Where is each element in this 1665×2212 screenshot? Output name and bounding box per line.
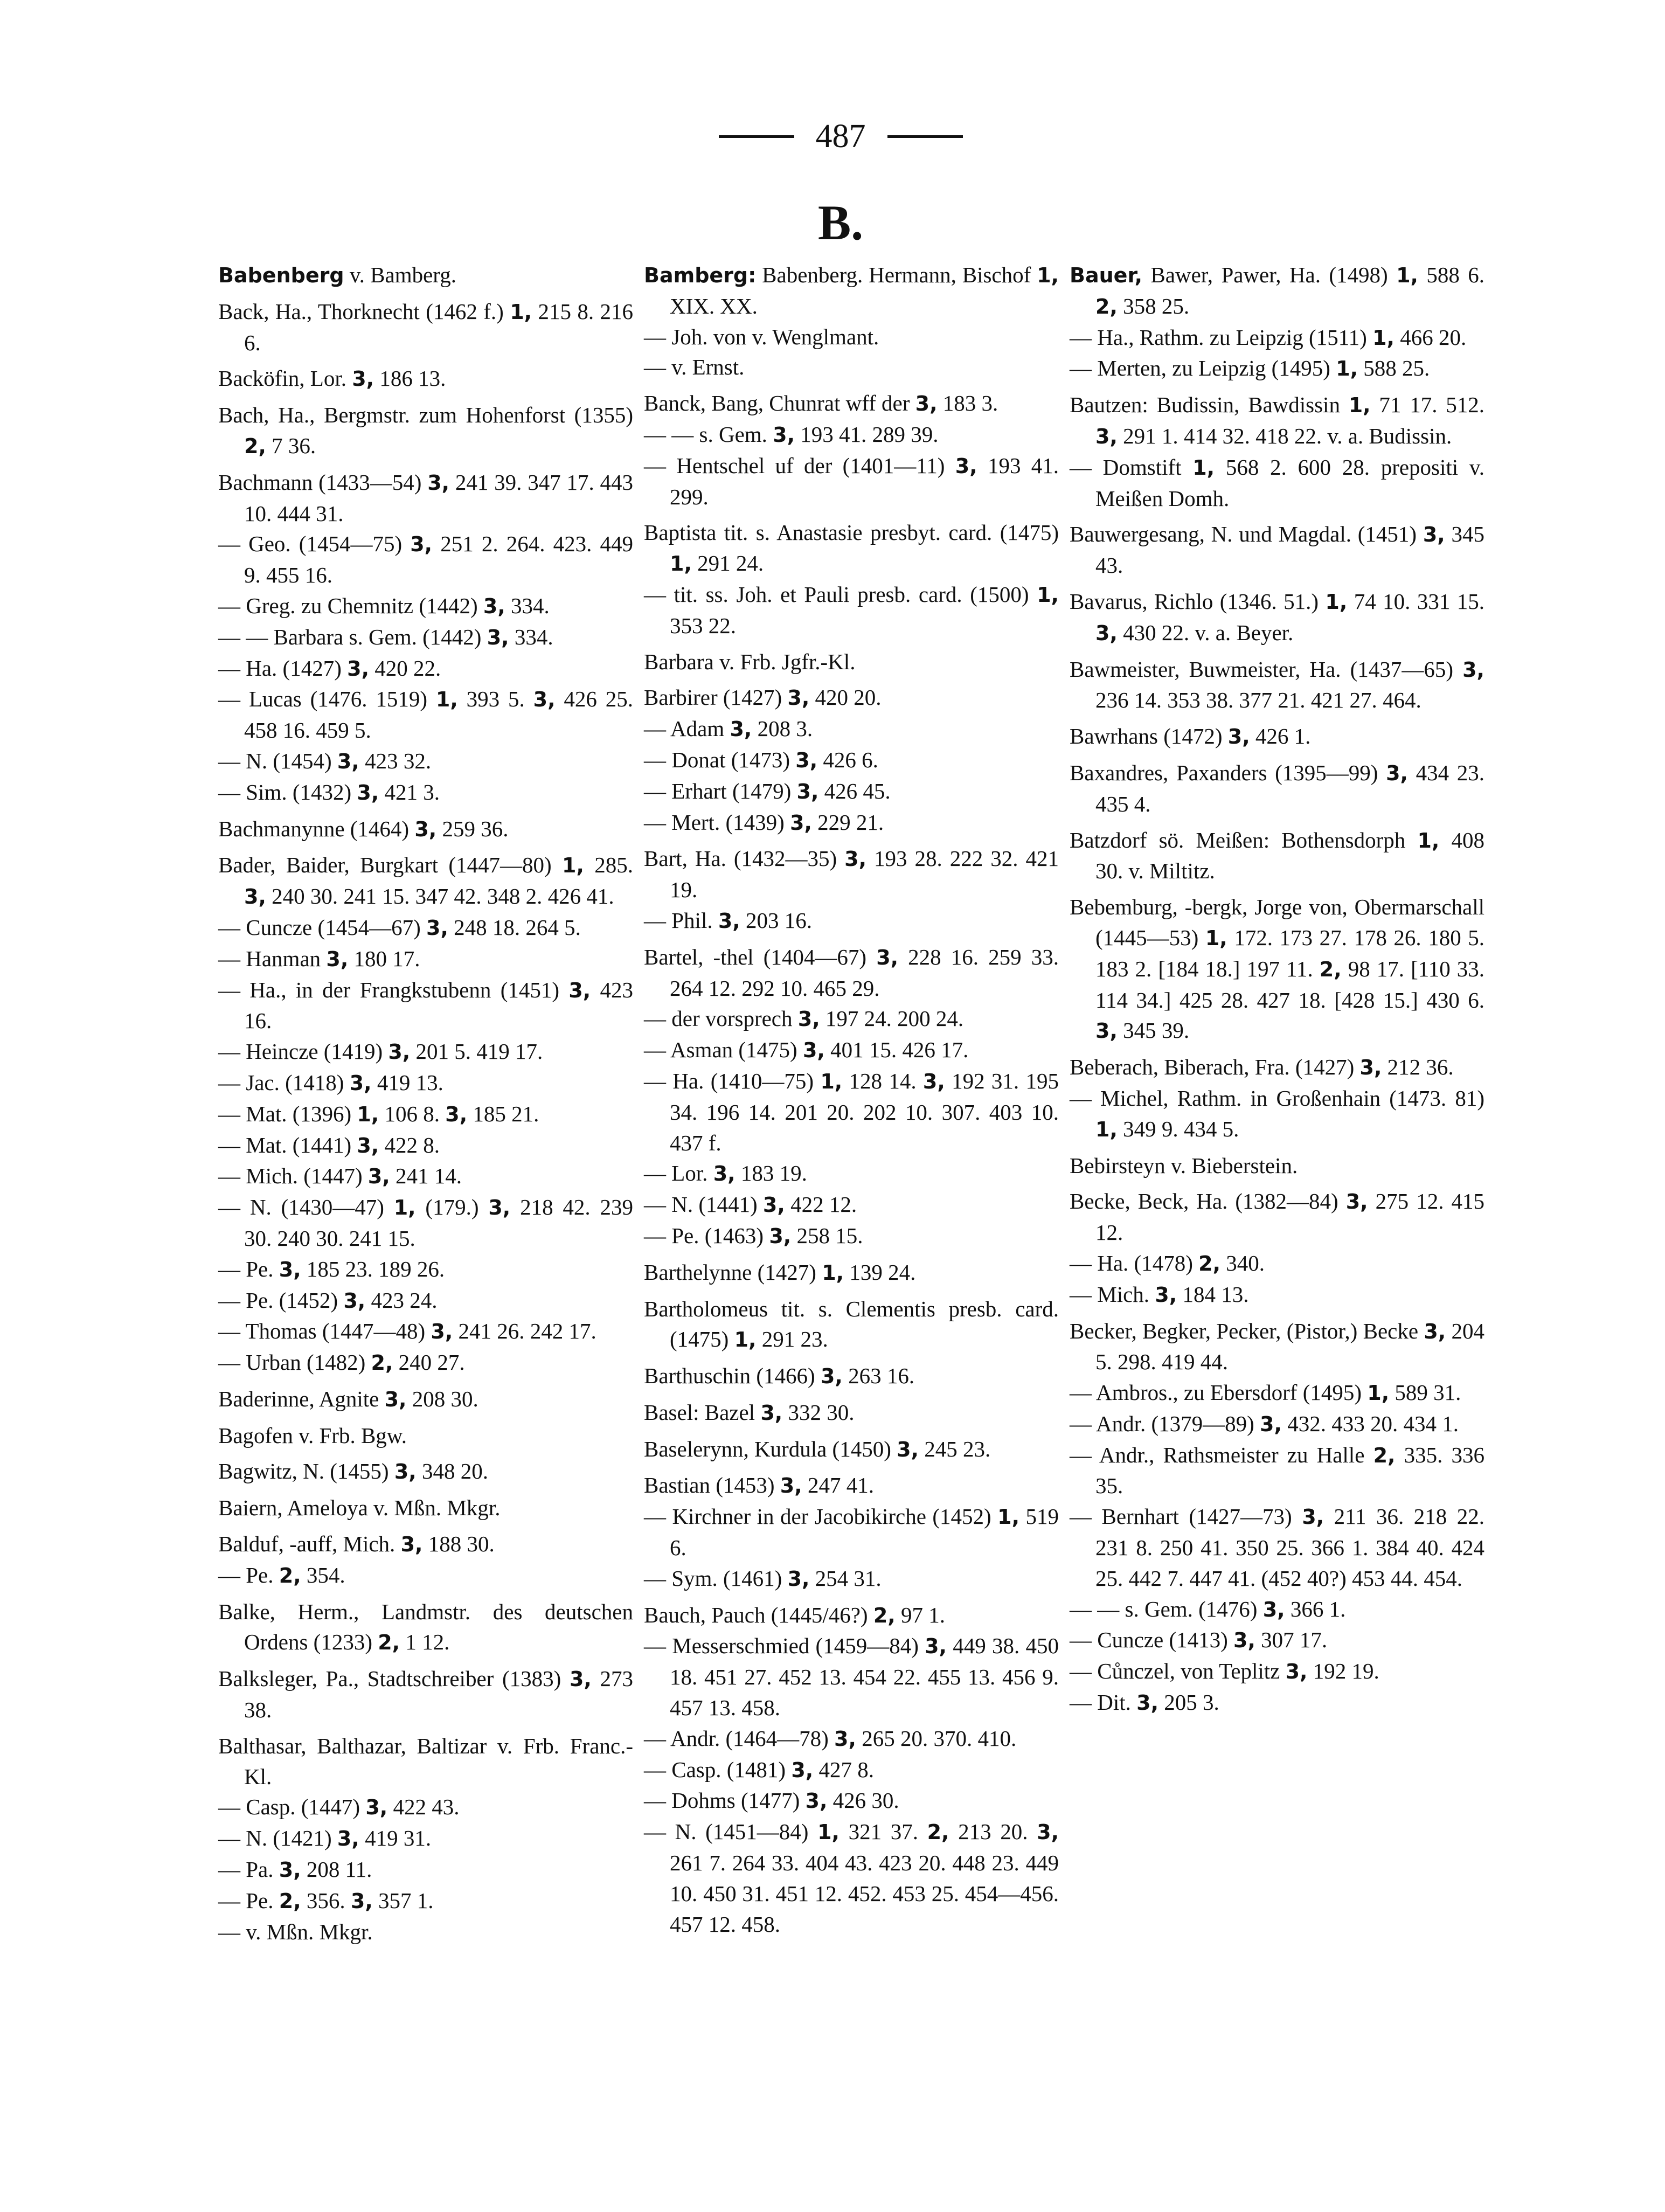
index-entry: Barbirer (1427) 3, 420 20. [644,685,882,710]
index-entry: Balke, Herm., Landmstr. des deutschen Ordens (1233) 2, 1 12. [218,1599,633,1655]
index-entry: — Mich. (1447) 3, 241 14. [218,1163,462,1189]
index-entry: Bach, Ha., Bergmstr. zum Hohenforst (1355) 2, 7 36. [218,403,633,458]
index-entry: — N. (1451—84) 1, 321 37. 2, 213 20. 3, 261 7. 264 33. 404 43. 423 20. 448 23. 449 10. 450 31. 451 12. 452. 453 25. 454—456. 457 12. 458. [644,1819,1059,1937]
index-entry: — Dit. 3, 205 3. [1070,1690,1219,1715]
index-entry: — Thomas (1447—48) 3, 241 26. 242 17. [218,1319,596,1344]
index-entry: — Messerschmied (1459—84) 3, 449 38. 450 18. 451 27. 452 13. 454 22. 455 13. 456 9. 457 13. 458. [644,1633,1059,1721]
index-column-2 [644,260,1059,1939]
index-entry: Barbara v. Frb. Jgfr.-Kl. [644,649,856,674]
index-entry: Bawrhans (1472) 3, 426 1. [1070,724,1311,749]
index-entry: Beberach, Biberach, Fra. (1427) 3, 212 36. [1070,1055,1454,1080]
index-entry: Bavarus, Richlo (1346. 51.) 1, 74 10. 331 15. 3, 430 22. v. a. Beyer. [1070,588,1484,645]
index-entry: — Mat. (1441) 3, 422 8. [218,1132,440,1157]
index-entry: — Pa. 3, 208 11. [218,1857,372,1882]
index-entry: — Ha. (1427) 3, 420 22. [218,655,441,681]
index-entry: Banck, Bang, Chunrat wff der 3, 183 3. [644,391,998,416]
index-entry: Balksleger, Pa., Stadtschreiber (1383) 3, 273 38. [218,1666,633,1723]
index-entry: — Ha. (1410—75) 1, 128 14. 3, 192 31. 195 34. 196 14. 201 20. 202 10. 307. 403 10. 437 f. [644,1068,1059,1155]
index-entry: — N. (1430—47) 1, (179.) 3, 218 42. 239 30. 240 30. 241 15. [218,1195,634,1251]
index-entry: Becker, Begker, Pecker, (Pistor,) Becke 3, 204 5. 298. 419 44. [1070,1318,1484,1375]
index-entry: Bebirsteyn v. Bieberstein. [1070,1153,1298,1178]
index-entry: — Hentschel uf der (1401—11) 3, 193 41. 299. [644,453,1059,509]
index-entry: Baxandres, Paxanders (1395—99) 3, 434 23. 435 4. [1070,760,1484,816]
index-entry: — Asman (1475) 3, 401 15. 426 17. [644,1037,969,1063]
index-entry: Bauer, Bawer, Pawer, Ha. (1498) 1, 588 6. 2, 358 25. [1070,262,1484,318]
index-entry: — Jac. (1418) 3, 419 13. [218,1070,443,1095]
header-rule-left [719,135,794,138]
index-entry: — Ha., Rathm. zu Leipzig (1511) 1, 466 20. [1070,324,1467,350]
index-entry: — Bernhart (1427—73) 3, 211 36. 218 22. 231 8. 250 41. 350 25. 366 1. 384 40. 424 25. 442 7. 447 41. (452 40?) 453 44. 454. [1070,1504,1485,1591]
index-entry: — Pe. 2, 354. [218,1562,345,1587]
index-entry: Bamberg: Babenberg. Hermann, Bischof 1, XIX. XX. [644,262,1059,318]
index-entry: Bartholomeus tit. s. Clementis presb. card. (1475) 1, 291 23. [644,1296,1059,1352]
index-entry: — Pe. (1452) 3, 423 24. [218,1287,438,1313]
index-entry: — Cůnczel, von Teplitz 3, 192 19. [1070,1659,1379,1684]
index-entry: — v. Mßn. Mkgr. [218,1919,373,1944]
index-entry: — Pe. (1463) 3, 258 15. [644,1223,863,1248]
index-entry: Bebemburg, -bergk, Jorge von, Obermarschall (1445—53) 1, 172. 173 27. 178 26. 180 5. 183 2. [184 18.] 197 11. 2, 98 17. [110 33. 114 34.] 425 28. 427 18. [428 15.] 430 6. 3, 345 39. [1070,894,1484,1043]
index-entry: — Pe. 2, 356. 3, 357 1. [218,1888,434,1913]
index-entry: — Heincze (1419) 3, 201 5. 419 17. [218,1039,543,1064]
index-entry: Back, Ha., Thorknecht (1462 f.) 1, 215 8. 216 6. [218,299,633,355]
index-entry: — — s. Gem. 3, 193 41. 289 39. [644,421,939,447]
index-entry: — Geo. (1454—75) 3, 251 2. 264. 423. 449 9. 455 16. [218,531,633,588]
index-entry: Bagwitz, N. (1455) 3, 348 20. [218,1459,488,1484]
index-entry: — Merten, zu Leipzig (1495) 1, 588 25. [1070,356,1430,381]
index-entry: — v. Ernst. [644,355,745,380]
index-column-3 [1070,260,1484,1718]
index-entry: — Greg. zu Chemnitz (1442) 3, 334. [218,593,550,618]
index-entry: — tit. ss. Joh. et Pauli presb. card. (1500) 1, 353 22. [644,581,1059,638]
index-entry: — Joh. von v. Wenglmant. [644,324,879,349]
index-entry: Bagofen v. Frb. Bgw. [218,1423,407,1448]
index-entry: Babenberg v. Bamberg. [218,262,456,287]
index-entry: Bauwergesang, N. und Magdal. (1451) 3, 345 43. [1070,522,1484,578]
index-entry: Baiern, Ameloya v. Mßn. Mkgr. [218,1495,501,1521]
index-entry: — Domstift 1, 568 2. 600 28. prepositi v. Meißen Domh. [1070,454,1484,511]
index-entry: Balduf, -auff, Mich. 3, 188 30. [218,1531,495,1557]
index-entry: — N. (1421) 3, 419 31. [218,1826,432,1851]
index-entry: — Andr. (1464—78) 3, 265 20. 370. 410. [644,1725,1017,1751]
index-entry: — Dohms (1477) 3, 426 30. [644,1788,899,1813]
header-rule-right [887,135,963,138]
index-entry: Bawmeister, Buwmeister, Ha. (1437—65) 3, 236 14. 353 38. 377 21. 421 27. 464. [1070,656,1484,713]
index-entry: — Casp. (1447) 3, 422 43. [218,1794,460,1820]
index-entry: — Sym. (1461) 3, 254 31. [644,1565,882,1591]
page-number: 487 [815,118,866,155]
index-entry: Bart, Ha. (1432—35) 3, 193 28. 222 32. 421 19. [644,846,1059,903]
index-entry: Balthasar, Balthazar, Baltizar v. Frb. Franc.-Kl. [218,1733,633,1789]
index-entry: Bauch, Pauch (1445/46?) 2, 97 1. [644,1602,945,1627]
index-entry: Barthelynne (1427) 1, 139 24. [644,1259,916,1285]
index-entry: Becke, Beck, Ha. (1382—84) 3, 275 12. 415 12. [1070,1189,1485,1245]
index-entry: — Kirchner in der Jacobikirche (1452) 1, 519 6. [644,1504,1059,1561]
index-entry: — Mert. (1439) 3, 229 21. [644,809,884,835]
index-entry: — Ha., in der Frangkstubenn (1451) 3, 423 16. [218,977,633,1034]
index-entry: — Mat. (1396) 1, 106 8. 3, 185 21. [218,1101,539,1126]
index-entry: — Phil. 3, 203 16. [644,907,812,933]
index-entry: — Adam 3, 208 3. [644,716,813,741]
index-entry: Bachmanynne (1464) 3, 259 36. [218,816,509,841]
index-entry: Bautzen: Budissin, Bawdissin 1, 71 17. 512. 3, 291 1. 414 32. 418 22. v. a. Budissin. [1070,392,1485,448]
index-entry: Barthuschin (1466) 3, 263 16. [644,1363,915,1389]
index-entry: Bachmann (1433—54) 3, 241 39. 347 17. 443 10. 444 31. [218,469,633,526]
index-entry: Bastian (1453) 3, 247 41. [644,1473,874,1498]
index-entry: — Mich. 3, 184 13. [1070,1281,1249,1307]
index-entry: — Pe. 3, 185 23. 189 26. [218,1256,445,1281]
index-entry: — Lor. 3, 183 19. [644,1161,807,1186]
index-entry: Bartel, -thel (1404—67) 3, 228 16. 259 33. 264 12. 292 10. 465 29. [644,944,1059,1001]
page-header [695,120,986,153]
index-entry: — Hanman 3, 180 17. [218,946,420,971]
index-entry: — Sim. (1432) 3, 421 3. [218,779,440,805]
section-letter: B. [817,195,864,250]
index-entry: Baptista tit. s. Anastasie presbyt. card. (1475) 1, 291 24. [644,520,1059,576]
index-entry: Batzdorf sö. Meißen: Bothensdorph 1, 408 30. v. Miltitz. [1070,827,1484,884]
index-entry: Baselerynn, Kurdula (1450) 3, 245 23. [644,1436,991,1461]
index-entry: — Donat (1473) 3, 426 6. [644,747,878,772]
index-entry: — Cuncze (1413) 3, 307 17. [1070,1627,1328,1653]
index-entry: — — s. Gem. (1476) 3, 366 1. [1070,1596,1346,1621]
index-column-1 [218,260,633,1947]
index-entry: — Lucas (1476. 1519) 1, 393 5. 3, 426 25. 458 16. 459 5. [218,687,634,743]
index-entry: — Erhart (1479) 3, 426 45. [644,778,891,803]
index-entry: — Casp. (1481) 3, 427 8. [644,1757,874,1782]
index-entry: Basel: Bazel 3, 332 30. [644,1399,855,1425]
index-entry: Bader, Baider, Burgkart (1447—80) 1, 285. 3, 240 30. 241 15. 347 42. 348 2. 426 41. [218,852,633,909]
index-entry: — Ha. (1478) 2, 340. [1070,1250,1265,1275]
index-entry: — N. (1454) 3, 423 32. [218,748,432,773]
index-entry: Baderinne, Agnite 3, 208 30. [218,1386,478,1411]
index-entry: Backöfin, Lor. 3, 186 13. [218,366,446,391]
index-entry: — Andr., Rathsmeister zu Halle 2, 335. 336 35. [1070,1442,1485,1499]
index-entry: — — Barbara s. Gem. (1442) 3, 334. [218,624,553,649]
index-entry: — Michel, Rathm. in Großenhain (1473. 81) 1, 349 9. 434 5. [1070,1085,1484,1141]
index-entry: — Urban (1482) 2, 240 27. [218,1350,465,1375]
index-entry: — N. (1441) 3, 422 12. [644,1192,857,1217]
index-entry: — Ambros., zu Ebersdorf (1495) 1, 589 31. [1070,1380,1461,1405]
index-entry: — der vorsprech 3, 197 24. 200 24. [644,1006,964,1031]
index-entry: — Andr. (1379—89) 3, 432. 433 20. 434 1. [1070,1411,1459,1436]
index-entry: — Cuncze (1454—67) 3, 248 18. 264 5. [218,914,581,940]
